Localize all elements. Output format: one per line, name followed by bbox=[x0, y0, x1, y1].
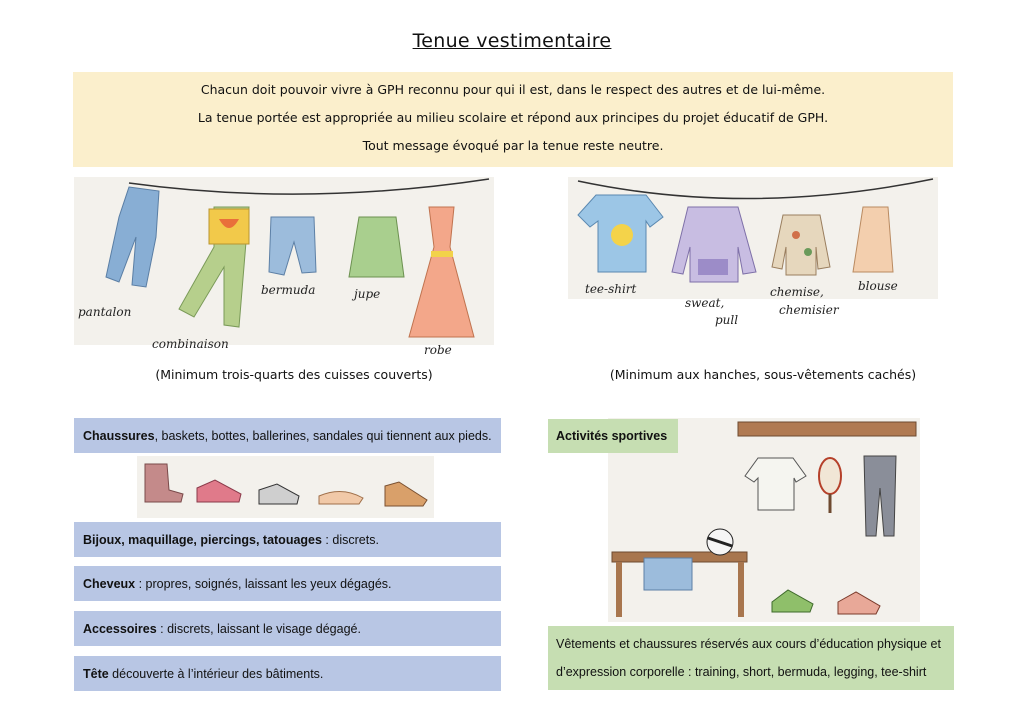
sport-line-1: Vêtements et chaussures réservés aux cours d’éducation physique et bbox=[556, 637, 941, 651]
sandal-drawing bbox=[385, 482, 427, 506]
rule-jewels-bold: Bijoux, maquillage, piercings, tatouages bbox=[83, 532, 322, 547]
sport-text-box bbox=[548, 626, 954, 690]
sneaker-2-drawing bbox=[259, 484, 299, 504]
rule-head-bold: Tête bbox=[83, 666, 109, 681]
rule-shoes bbox=[74, 418, 501, 453]
intro-line-3: Tout message évoqué par la tenue reste neutre. bbox=[362, 138, 664, 153]
bottoms-clothesline-illustration bbox=[74, 177, 494, 345]
label-tee-shirt: tee-shirt bbox=[585, 282, 637, 296]
rule-jewels bbox=[74, 522, 501, 557]
rule-shoes-bold: Chaussures bbox=[83, 428, 155, 443]
rule-accessories-text: : discrets, laissant le visage dégagé. bbox=[156, 621, 361, 636]
rule-head-text: découverte à l’intérieur des bâtiments. bbox=[108, 666, 324, 681]
sport-label: Activités sportives bbox=[548, 419, 678, 453]
blouse-drawing bbox=[853, 207, 893, 272]
hanging-tee-shirt-drawing bbox=[745, 458, 806, 510]
sport-line-2: d’expression corporelle : training, short, bermuda, legging, tee-shirt bbox=[556, 665, 927, 679]
rule-jewels-text: : discrets. bbox=[321, 532, 379, 547]
label-chemisier: chemisier bbox=[779, 303, 839, 317]
jupe-drawing bbox=[349, 217, 404, 277]
racket-drawing bbox=[819, 458, 841, 513]
sport-shoe-2-drawing bbox=[838, 592, 880, 614]
label-blouse: blouse bbox=[858, 279, 898, 293]
robe-drawing bbox=[409, 207, 474, 337]
sneaker-drawing bbox=[197, 480, 241, 502]
shoes-illustration bbox=[137, 456, 434, 518]
rule-hair bbox=[74, 566, 501, 601]
page-title: Tenue vestimentaire bbox=[412, 30, 612, 52]
bermuda-drawing bbox=[269, 217, 316, 275]
sweat-drawing bbox=[672, 207, 756, 282]
ball-drawing bbox=[707, 529, 733, 555]
tee-shirt-drawing bbox=[578, 195, 663, 272]
label-jupe: jupe bbox=[354, 287, 381, 301]
tops-caption: (Minimum aux hanches, sous-vêtements cachés) bbox=[609, 367, 917, 382]
ballerina-drawing bbox=[319, 491, 363, 504]
boot-drawing bbox=[145, 464, 183, 502]
rule-accessories-bold: Accessoires bbox=[83, 621, 157, 636]
rule-hair-bold: Cheveux bbox=[83, 576, 136, 591]
sport-shoe-1-drawing bbox=[772, 590, 813, 612]
intro-box bbox=[73, 72, 953, 167]
folded-clothes-drawing bbox=[644, 558, 692, 590]
label-pantalon: pantalon bbox=[78, 305, 132, 319]
hanging-trousers-drawing bbox=[864, 456, 896, 536]
label-sweat: sweat, bbox=[685, 296, 725, 310]
label-bermuda: bermuda bbox=[261, 283, 316, 297]
chemise-drawing bbox=[772, 215, 830, 275]
rule-hair-text: : propres, soignés, laissant les yeux dégagés. bbox=[135, 576, 392, 591]
combinaison-drawing bbox=[179, 207, 249, 327]
intro-line-1: Chacun doit pouvoir vivre à GPH reconnu pour qui il est, dans le respect des autres et de lui-même. bbox=[200, 82, 826, 97]
rule-head bbox=[74, 656, 501, 691]
rule-accessories bbox=[74, 611, 501, 646]
intro-line-2: La tenue portée est appropriée au milieu scolaire et répond aux principes du projet éducatif de GPH. bbox=[197, 110, 829, 125]
pantalon-drawing bbox=[106, 187, 159, 287]
label-robe: robe bbox=[424, 343, 452, 357]
label-pull: pull bbox=[715, 313, 739, 327]
rule-shoes-text: , baskets, bottes, ballerines, sandales qui tiennent aux pieds. bbox=[154, 428, 492, 443]
bottoms-caption: (Minimum trois-quarts des cuisses couverts) bbox=[155, 367, 433, 382]
label-combinaison: combinaison bbox=[152, 337, 229, 351]
label-chemise: chemise, bbox=[770, 285, 824, 299]
